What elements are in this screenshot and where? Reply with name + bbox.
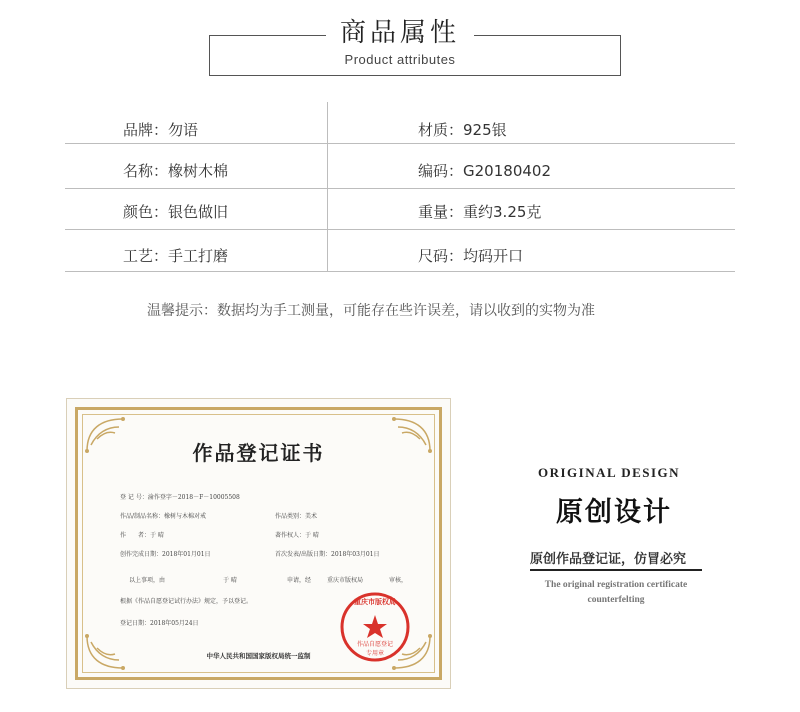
cert-text: 以上事项，由	[129, 577, 166, 584]
measurement-note: 温馨提示：数据均为手工测量，可能存在些许误差，请以收到的实物为准	[147, 303, 595, 319]
cert-text: 于 晴	[223, 577, 237, 584]
table-divider	[65, 271, 735, 272]
attr-code: 编码：G20180402	[418, 162, 551, 180]
attr-color: 颜色：银色做旧	[123, 203, 229, 221]
attr-material: 材质：925银	[418, 121, 507, 139]
table-divider	[65, 143, 735, 144]
cert-published-date: 首次发表/出版日期：2018年03月01日	[275, 551, 380, 558]
attr-size: 尺码：均码开口	[418, 247, 524, 265]
cert-text: 根据《作品自愿登记试行办法》规定，予以登记。	[120, 598, 253, 605]
original-design-cn: 原创设计	[556, 497, 672, 528]
cert-work-type: 作品类别：美术	[275, 513, 318, 520]
cert-reg-no: 登 记 号：渝作登字－2018－F－10005508	[120, 494, 240, 501]
cert-created-date: 创作完成日期：2018年01月01日	[120, 551, 211, 558]
design-tagline: 原创作品登记证，仿冒必究	[530, 552, 687, 567]
attr-brand: 品牌：勿语	[123, 121, 199, 139]
table-column-divider	[327, 102, 328, 272]
cert-text: 重庆市版权局	[327, 577, 364, 584]
table-divider	[65, 229, 735, 230]
seal-text-bottom: 专用章	[365, 650, 384, 657]
original-design-en: ORIGINAL DESIGN	[538, 465, 681, 480]
certificate-title: 作品登记证书	[192, 441, 325, 465]
attr-name: 名称：橡树木棉	[123, 162, 229, 180]
certificate-footer: 中华人民共和国国家版权局统一监制	[206, 652, 311, 660]
certificate-image	[66, 398, 451, 689]
cert-work-name: 作品/制品名称：橡树与木棉对戒	[120, 513, 207, 520]
section-subtitle: Product attributes	[344, 52, 456, 67]
section-title: 商品属性	[0, 12, 800, 49]
design-en-caption: The original registration certificate counterfelting	[544, 580, 688, 605]
tagline-underline	[530, 569, 702, 571]
seal-text-top: 重庆市版权局	[354, 597, 396, 606]
seal-text-mid: 作品自愿登记	[356, 641, 393, 648]
cert-copyright-holder: 著作权人：于 晴	[275, 532, 319, 539]
table-divider	[65, 188, 735, 189]
cert-text: 审核，	[389, 577, 408, 584]
cert-reg-date: 登记日期：2018年05月24日	[120, 620, 199, 627]
cert-author: 作 者：于 晴	[120, 532, 164, 539]
cert-text: 申请，经	[287, 577, 312, 584]
attr-craft: 工艺：手工打磨	[123, 247, 229, 265]
attr-weight: 重量：重约3.25克	[418, 203, 542, 221]
